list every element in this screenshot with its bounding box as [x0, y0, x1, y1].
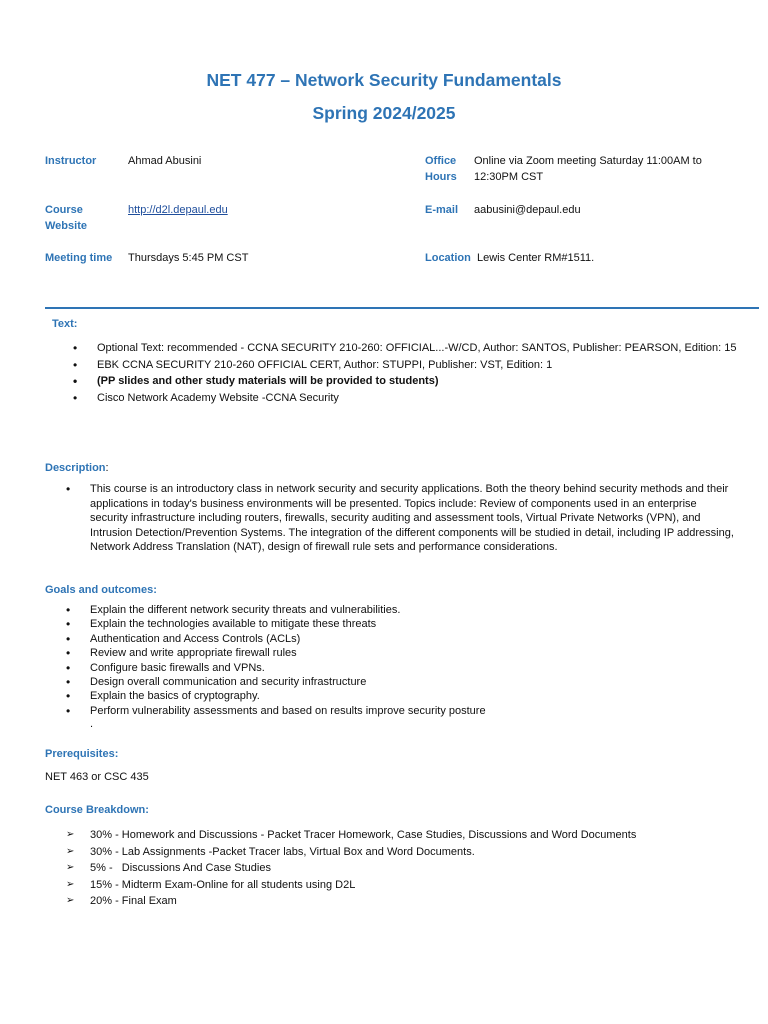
- list-item: ➢ 15% - Midterm Exam-Online for all students using D2L: [66, 877, 636, 894]
- email-value: aabusini@depaul.edu: [474, 204, 581, 216]
- office-label-line2: Hours: [425, 171, 457, 183]
- location-value: Lewis Center RM#1511.: [477, 252, 595, 264]
- location-label: Location: [425, 252, 471, 264]
- office-hours-line2: 12:30PM CST: [474, 171, 544, 183]
- website-label-line1: Course: [45, 204, 83, 216]
- goals-heading: Goals and outcomes:: [45, 584, 157, 596]
- list-item: • Explain the basics of cryptography.: [66, 689, 486, 703]
- office-hours-line1: Online via Zoom meeting Saturday 11:00AM to: [474, 155, 702, 167]
- text-list: [73, 340, 736, 406]
- description-list: [66, 482, 734, 555]
- list-item: ➢ 30% - Homework and Discussions - Packet Tracer Homework, Case Studies, Discussions and Word Documents: [66, 827, 636, 844]
- description-heading-colon: :: [105, 462, 109, 474]
- instructor-value: Ahmad Abusini: [128, 155, 202, 167]
- list-item: ➢ 30% - Lab Assignments -Packet Tracer labs, Virtual Box and Word Documents.: [66, 844, 636, 861]
- website-link[interactable]: http://d2l.depaul.edu: [128, 204, 228, 216]
- list-item: • EBK CCNA SECURITY 210-260 OFFICIAL CERT, Author: STUPPI, Publisher: VST, Edition: 1: [73, 357, 736, 374]
- list-item: • Configure basic firewalls and VPNs.: [66, 661, 486, 675]
- list-item: • Review and write appropriate firewall rules: [66, 646, 486, 660]
- office-label-line1: Office: [425, 155, 457, 167]
- website-value: [128, 202, 228, 218]
- list-item: ➢ 5% - Discussions And Case Studies: [66, 860, 636, 877]
- course-title: NET 477 – Network Security Fundamentals: [206, 70, 562, 90]
- list-item: • Optional Text: recommended - CCNA SECURITY 210-260: OFFICIAL...-W/CD, Author: SANTOS, Publisher: PEARSON, Edition: 15: [73, 340, 736, 357]
- website-label: [45, 202, 87, 234]
- section-divider: [45, 307, 759, 309]
- breakdown-heading: Course Breakdown:: [45, 804, 149, 816]
- goals-list: [66, 603, 486, 718]
- list-item: • (PP slides and other study materials will be provided to students): [73, 373, 736, 390]
- description-text: • This course is an introductory class in network security and security applications. Both the theory behind security methods and their applications in today's business environments will be presented. Topics include: Review of components used in an enterprise security infrastructure including routers, firewalls, security auditing and assessment tools, Virtual Private Networks (VPN), and Intrusion Detection/Prevention Systems. The integration of the different components will be studied in detail, including IP addressing, Network Address Translation (NAT), design of firewall rule sets and performance considerations.: [66, 482, 734, 555]
- prerequisites-heading: Prerequisites:: [45, 748, 119, 760]
- website-label-line2: Website: [45, 220, 87, 232]
- goals-trailing: .: [90, 718, 94, 730]
- instructor-label: Instructor: [45, 155, 97, 167]
- prerequisites-text: NET 463 or CSC 435: [45, 771, 149, 783]
- course-term: Spring 2024/2025: [312, 103, 456, 123]
- text-heading: Text:: [52, 318, 78, 330]
- list-item: • Explain the technologies available to mitigate these threats: [66, 617, 486, 631]
- list-item: • Design overall communication and security infrastructure: [66, 675, 486, 689]
- description-heading: [45, 462, 109, 474]
- meeting-time-label: Meeting time: [45, 252, 113, 264]
- office-hours-value: [474, 153, 702, 185]
- meeting-time-value: Thursdays 5:45 PM CST: [128, 252, 249, 264]
- breakdown-list: [66, 827, 636, 910]
- list-item: ➢ 20% - Final Exam: [66, 893, 636, 910]
- email-label: E-mail: [425, 204, 459, 216]
- office-label: [425, 153, 457, 185]
- description-heading-text: Description: [45, 462, 106, 474]
- list-item: • Perform vulnerability assessments and based on results improve security posture: [66, 704, 486, 718]
- list-item: • Authentication and Access Controls (ACLs): [66, 632, 486, 646]
- list-item: • Cisco Network Academy Website -CCNA Security: [73, 390, 736, 407]
- list-item: • Explain the different network security threats and vulnerabilities.: [66, 603, 486, 617]
